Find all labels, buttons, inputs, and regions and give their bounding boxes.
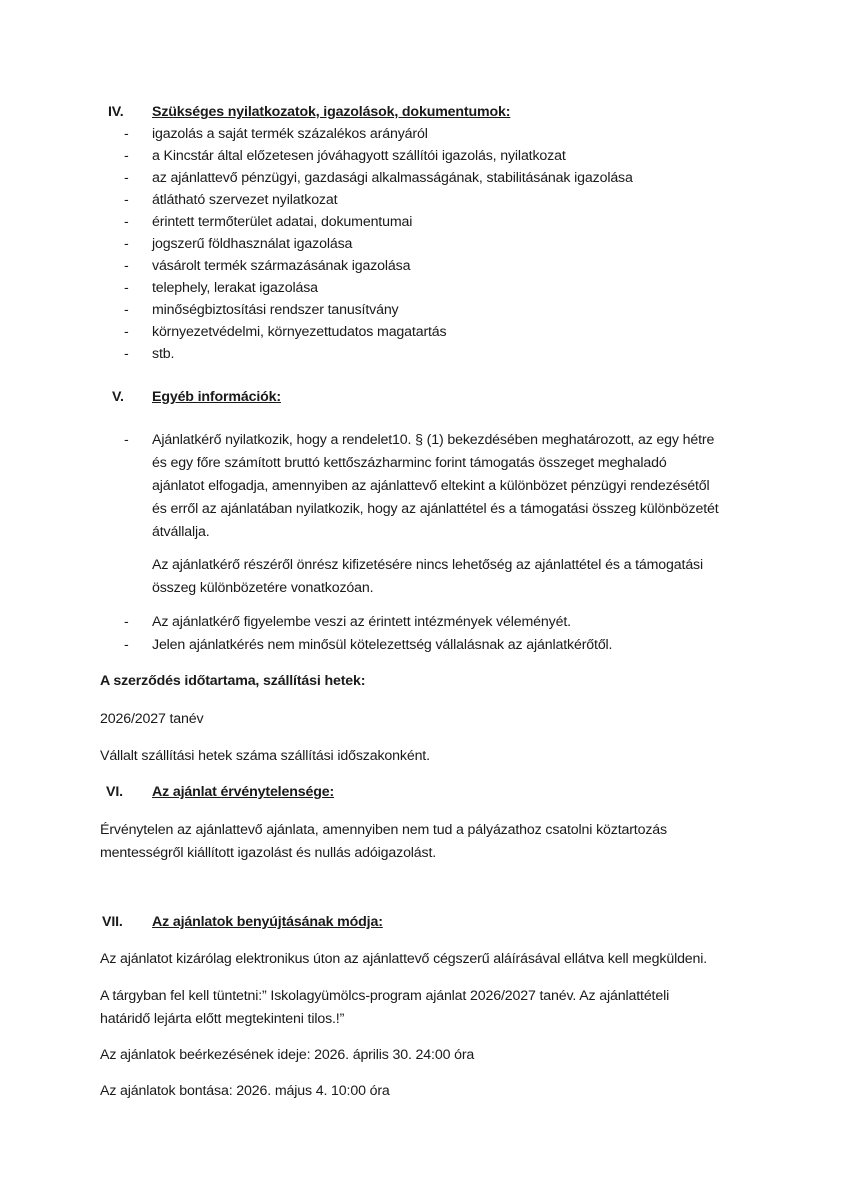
list-item: a Kincstár által előzetesen jóváhagyott szállítói igazolás, nyilatkozat (152, 148, 566, 164)
list-item: érintett termőterület adatai, dokumentumai (152, 214, 413, 230)
paragraph-line: Az ajánlatkérő részéről önrész kifizetésére nincs lehetőség az ajánlattétel és a támogatási (152, 557, 704, 573)
list-item: környezetvédelmi, környezettudatos magatartás (152, 324, 447, 340)
paragraph-line: ajánlatot elfogadja, amennyiben az ajánlattevő eltekint a különbözet pénzügyi rendezésétől (152, 478, 710, 494)
list-bullet: - (124, 432, 129, 448)
paragraph-line: és egy főre számított bruttó kettőszázharminc forint támogatás összeget meghaladó (152, 455, 667, 471)
section-6-number: VI. (106, 784, 123, 800)
list-bullet: - (124, 346, 129, 362)
section-7-title: Az ajánlatok benyújtásának módja: (152, 914, 383, 930)
paragraph-line: átvállalja. (152, 524, 210, 540)
list-bullet: - (124, 148, 129, 164)
section-5-item-2: Az ajánlatkérő figyelembe veszi az érintett intézmények véleményét. (152, 614, 571, 630)
list-bullet: - (124, 236, 129, 252)
list-bullet: - (124, 637, 129, 653)
list-bullet: - (124, 258, 129, 274)
paragraph-line: és erről az ajánlatában nyilatkozik, hogy az ajánlattétel és a támogatási összeg különbözetét (152, 501, 719, 517)
section-5-item-3: Jelen ajánlatkérés nem minősül kötelezettség vállalásnak az ajánlatkérőtől. (152, 637, 613, 653)
opening-date: Az ajánlatok bontása: 2026. május 4. 10:00 óra (100, 1083, 390, 1099)
list-bullet: - (124, 302, 129, 318)
paragraph-line: Érvénytelen az ajánlattevő ajánlata, amennyiben nem tud a pályázathoz csatolni köztartozás (100, 822, 667, 838)
list-item: átlátható szervezet nyilatkozat (152, 192, 338, 208)
list-item: igazolás a saját termék százalékos arányáról (152, 126, 428, 142)
paragraph-line: összeg különbözetére vonatkozóan. (152, 580, 374, 596)
section-6-title: Az ajánlat érvénytelensége: (152, 784, 335, 800)
list-item: stb. (152, 346, 175, 362)
contract-title: A szerződés időtartama, szállítási hetek: (100, 673, 366, 689)
list-item: az ajánlattevő pénzügyi, gazdasági alkalmasságának, stabilitásának igazolása (152, 170, 633, 186)
list-bullet: - (124, 280, 129, 296)
submission-method: Az ajánlatot kizárólag elektronikus úton az ajánlattevő cégszerű aláírásával ellátva kell megküldeni. (100, 951, 708, 967)
list-bullet: - (124, 214, 129, 230)
section-7-number: VII. (102, 914, 123, 930)
list-bullet: - (124, 324, 129, 340)
section-4-title: Szükséges nyilatkozatok, igazolások, dokumentumok: (152, 104, 511, 120)
list-item: vásárolt termék származásának igazolása (152, 258, 411, 274)
section-4-number: IV. (108, 104, 124, 120)
list-item: jogszerű földhasználat igazolása (152, 236, 353, 252)
paragraph-line: határidő lejárta előtt megtekinteni tilos.!” (100, 1011, 345, 1027)
submission-deadline: Az ajánlatok beérkezésének ideje: 2026. április 30. 24:00 óra (100, 1047, 475, 1063)
paragraph-line: A tárgyban fel kell tüntetni:” Iskolagyümölcs-program ajánlat 2026/2027 tanév. Az ajánlattételi (100, 988, 670, 1004)
contract-weeks: Vállalt szállítási hetek száma szállítási időszakonként. (100, 748, 430, 764)
list-bullet: - (124, 614, 129, 630)
section-5-title: Egyéb információk: (152, 389, 281, 405)
list-item: telephely, lerakat igazolása (152, 280, 318, 296)
list-bullet: - (124, 126, 129, 142)
paragraph-line: mentességről kiállított igazolást és nullás adóigazolást. (100, 845, 437, 861)
list-bullet: - (124, 170, 129, 186)
list-bullet: - (124, 192, 129, 208)
contract-period: 2026/2027 tanév (100, 711, 204, 727)
list-item: minőségbiztosítási rendszer tanusítvány (152, 302, 399, 318)
paragraph-line: Ajánlatkérő nyilatkozik, hogy a rendelet10. § (1) bekezdésében meghatározott, az egy hétre (152, 432, 715, 448)
section-5-number: V. (112, 389, 124, 405)
